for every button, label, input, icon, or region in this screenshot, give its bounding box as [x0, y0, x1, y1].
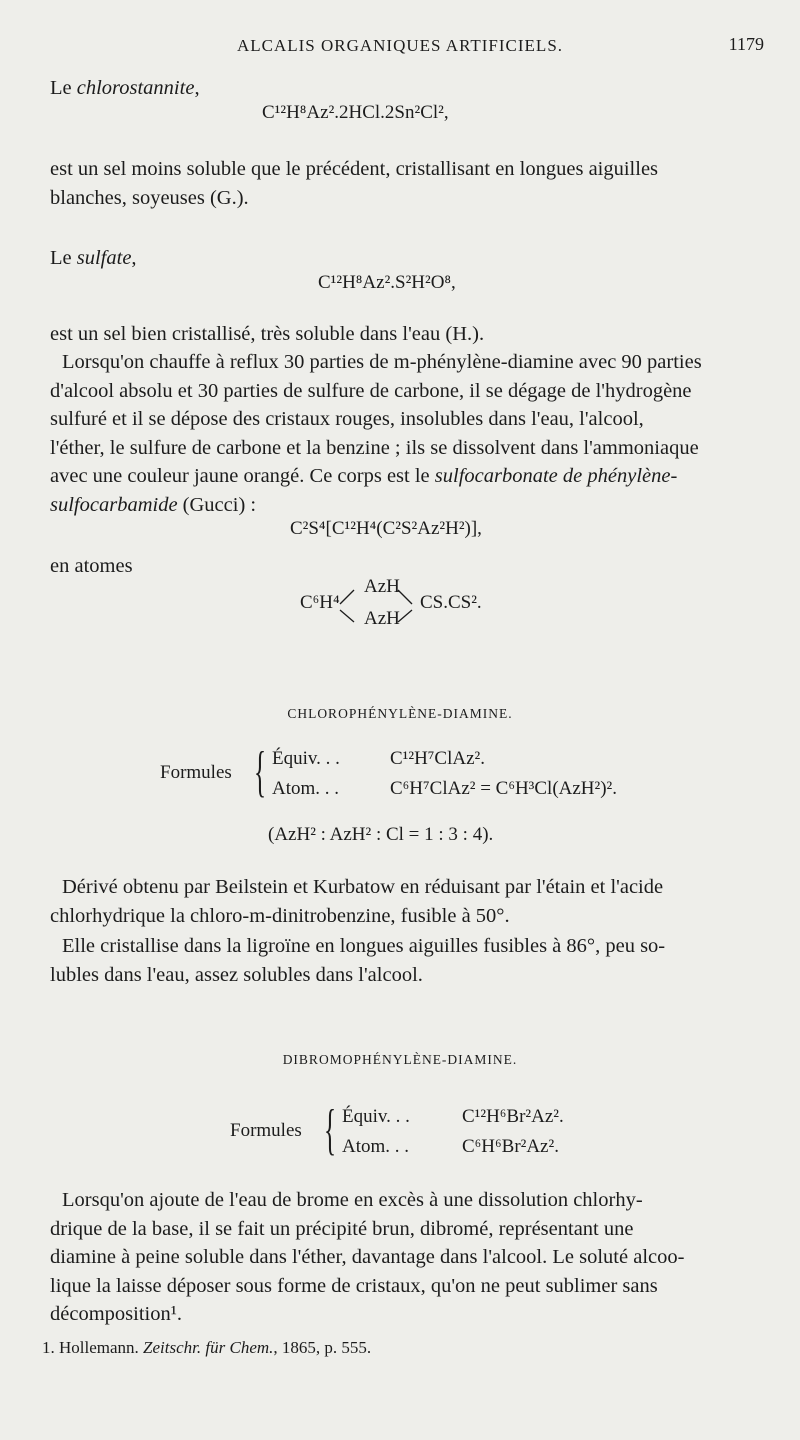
equiv-label: Équiv. . .: [342, 1106, 410, 1127]
atom-label: Atom. . .: [272, 778, 340, 799]
text-line: blanches, soyeuses (G.).: [50, 186, 249, 209]
chlorostannite-intro: Le chlorostannite,: [50, 77, 200, 99]
sulfate-intro: Le sulfate,: [50, 247, 137, 269]
brace-glyph: {: [254, 741, 267, 803]
brace-glyph: {: [324, 1099, 337, 1161]
text-line: Dérivé obtenu par Beilstein et Kurbatow en réduisant par l'étain et l'acide: [62, 876, 664, 898]
journal-title: Zeitschr. für Chem.: [143, 1338, 274, 1357]
equiv-formula: C¹²H⁶Br²Az².: [462, 1106, 564, 1127]
chlorostannite-name: chlorostannite: [76, 77, 195, 99]
section-heading: DIBROMOPHÉNYLÈNE-DIAMINE.: [282, 1052, 518, 1067]
structure-bonds: [336, 582, 426, 632]
bond-line: [398, 610, 412, 622]
atom-label: Atom. . .: [342, 1136, 410, 1157]
chloro-paragraph-2: [50, 932, 768, 989]
text-line: diamine à peine soluble dans l'éther, davantage dans l'alcool. Le soluté alcoo-: [50, 1246, 685, 1268]
text-line: chlorhydrique la chloro-m-dinitrobenzine, fusible à 50°.: [50, 904, 510, 927]
text-line: décomposition¹.: [50, 1303, 182, 1325]
structure-right: CS.CS².: [420, 592, 482, 613]
chlorostannite-paragraph: [50, 155, 768, 212]
text-line: avec une couleur jaune orangé. Ce corps est le sulfocarbonate de phénylène-: [50, 465, 678, 487]
page-number: 1179: [728, 34, 764, 54]
bond-line: [398, 590, 412, 604]
equiv-label: Équiv. . .: [272, 748, 340, 769]
equiv-formula: C¹²H⁷ClAz².: [390, 748, 485, 769]
structure-bottom: AzH: [364, 608, 400, 629]
text-line: l'éther, le sulfure de carbone et la benzine ; ils se dissolvent dans l'ammoniaque: [50, 436, 699, 459]
structure-left: C⁶H⁴: [300, 592, 340, 613]
text-line: sulfocarbamide (Gucci) :: [50, 493, 257, 516]
dibromo-paragraph: [50, 1186, 768, 1329]
text-line: Lorsqu'on ajoute de l'eau de brome en excès à une dissolution chlorhy-: [62, 1189, 643, 1211]
structure-top: AzH: [364, 576, 400, 597]
chloro-paragraph-1: [50, 873, 768, 930]
footnote: 1. Hollemann. Zeitschr. für Chem., 1865, p. 555.: [42, 1338, 372, 1357]
atoms-label: en atomes: [50, 555, 133, 577]
sulfate-formula: C¹²H⁸Az².S²H²O⁸,: [318, 272, 456, 293]
formules-label: Formules: [160, 762, 232, 783]
sulfate-description: est un sel bien cristallisé, très soluble dans l'eau (H.).: [50, 323, 485, 345]
text-line: Lorsqu'on chauffe à reflux 30 parties de m-phénylène-diamine avec 90 parties: [62, 351, 702, 373]
chlorostannite-formula: C¹²H⁸Az².2HCl.2Sn²Cl²,: [262, 102, 449, 123]
sulfocarbonate-formula: C²S⁴[C¹²H⁴(C²S²Az²H²)],: [290, 518, 482, 539]
text-line: Elle cristallise dans la ligroïne en longues aiguilles fusibles à 86°, peu so-: [62, 935, 666, 957]
atom-formula: C⁶H⁷ClAz² = C⁶H³Cl(AzH²)².: [390, 778, 617, 799]
formules-label: Formules: [230, 1120, 302, 1141]
ratio-formula: (AzH² : AzH² : Cl = 1 : 3 : 4).: [268, 824, 494, 845]
bond-line: [340, 610, 354, 622]
bond-line: [340, 590, 354, 604]
text-line: drique de la base, il se fait un précipité brun, dibromé, représentant une: [50, 1217, 634, 1240]
running-title: ALCALIS ORGANIQUES ARTIFICIELS.: [236, 36, 564, 55]
compound-name-continued: sulfocarbamide: [50, 493, 178, 516]
sulfocarbonate-paragraph: [50, 348, 768, 519]
text-line: sulfuré et il se dépose des cristaux rouges, insolubles dans l'eau, l'alcool,: [50, 408, 644, 430]
section-heading: CHLOROPHÉNYLÈNE-DIAMINE.: [287, 706, 513, 721]
sulfate-name: sulfate: [76, 247, 132, 269]
atom-formula: C⁶H⁶Br²Az².: [462, 1136, 559, 1157]
text-line: est un sel moins soluble que le précédent, cristallisant en longues aiguilles: [50, 158, 659, 180]
text-line: lubles dans l'eau, assez solubles dans l'alcool.: [50, 963, 423, 986]
text-line: lique la laisse déposer sous forme de cristaux, qu'on ne peut sublimer sans: [50, 1274, 658, 1297]
compound-name: sulfocarbonate de phénylène-: [434, 465, 678, 487]
text-line: d'alcool absolu et 30 parties de sulfure de carbone, il se dégage de l'hydrogène: [50, 379, 692, 402]
